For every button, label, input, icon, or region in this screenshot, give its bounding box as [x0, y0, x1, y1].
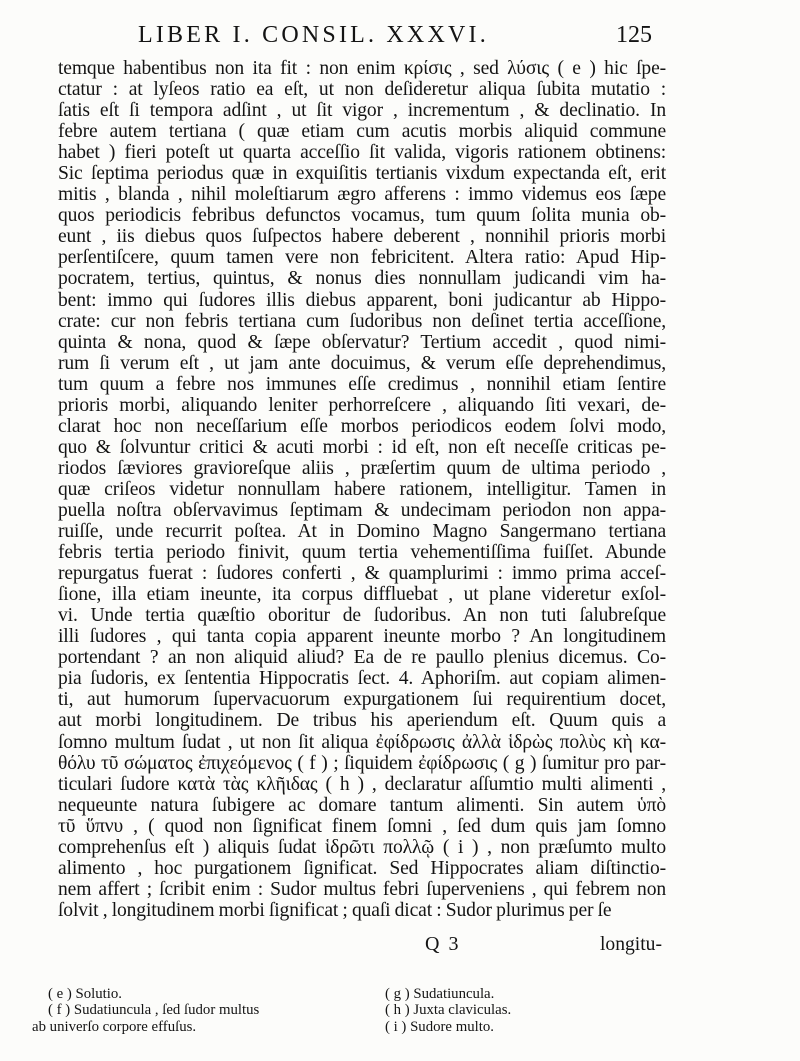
text-line: ruiſſe, unde recurrit poſtea. At in Domino Magno Sangermano tertiana [58, 521, 666, 543]
text-line: Sic ſeptima periodus quæ in exquiſitis tertianis vixdum expectanda eſt, erit [58, 163, 666, 185]
text-line: eunt , iis diebus quos ſuſpectos habere deberent , nonnihil prioris morbi [58, 226, 666, 248]
text-line: ſolvit , longitudinem morbi ſignificat ; quaſi dicat : Sudor plurimus per ſe [58, 899, 612, 921]
footnote-text: Solutio. [75, 986, 122, 1002]
running-title: LIBER I. CONSIL. XXXVI. [138, 22, 489, 48]
footnote-mark: ( f ) [48, 1002, 71, 1018]
text-line: pia ſudoris, ex ſententia Hippocratis ſect. 4. Aphoriſm. aut copiam alimen- [58, 668, 666, 690]
text-line: mitis , blanda , nihil moleſtiarum ægro afferens : immo videmus eos ſæpe [58, 184, 666, 206]
text-line: ſatis eſt ſi tempora adſint , ut ſit vigor , incrementum , & declinatio. In [58, 100, 666, 122]
footnote-mark: ( g ) [385, 986, 410, 1002]
text-line: portendant ? an non aliquid aliud? Ea de re paullo plenius dicemus. Co- [58, 647, 666, 669]
footnote-text: Sudatiuncula. [413, 986, 495, 1002]
text-line: nem affert ; ſcribit enim : Sudor multus febri ſuperveniens , qui febrem non [58, 878, 666, 900]
text-line: habet ) fieri poteſt ut quarta acceſſio ſit valida, vigoris rationem obtinens: [58, 142, 666, 164]
text-line: ti, aut humorum ſupervacuorum expurgationem ſui requirentium docet, [58, 689, 666, 711]
text-line: ſomno multum ſudat , ut non ſit aliqua ἐφίδρωσις ἀλλὰ ἱδρὼς πολὺς κὴ κα- [58, 731, 666, 753]
footnote-mark: ( h ) [385, 1002, 410, 1018]
text-line: aut morbi longitudinem. De tribus his aperiendum eſt. Quum quis a [58, 710, 666, 732]
text-line: febris tertia periodo finivit, quum tertia vehementiſſima fuiſſet. Abunde [58, 542, 666, 564]
text-line: comprehenſus eſt ) aliquis ſudat ἱδρῶτι πολλῷ ( i ) , non præſumto multo [58, 836, 666, 858]
text-line: ſione, illa etiam ineunte, ita corpus diffluebat , ut plane videretur exſol- [58, 584, 666, 606]
footnote-text: Sudore multo. [410, 1019, 494, 1035]
text-line: tum quum a febre nos immunes eſſe credimus , nonnihil etiam ſentire [58, 373, 666, 395]
text-line: perſentiſcere, quum tamen vere non febricitent. Altera ratio: Apud Hip- [58, 247, 666, 269]
footnote-text: ab univerſo corpore effuſus. [32, 1019, 197, 1035]
footnote-f [48, 1001, 259, 1019]
text-line: clarat hoc non neceſſarium eſſe morbos periodicos eodem ſolvi modo, [58, 415, 666, 437]
text-line: puella noſtra obſervavimus ſeptimam & undecimam periodon non appa- [58, 499, 666, 521]
footnote-i [385, 1018, 494, 1036]
text-line: nequeunte natura ſubigere ac domare tantum alimenti. Sin autem ὑπὸ [58, 794, 666, 816]
text-line: pocratem, tertius, quintus, & nonus dies nonnullam judicandi vim ha- [58, 268, 666, 290]
text-line: quinta & nona, quod & ſæpe obſervatur? Tertium accedit , quod nimi- [58, 331, 666, 353]
text-line: quæ criſeos videtur nonnullam habere rationem, intelligitur. Tamen in [58, 478, 666, 500]
text-line: febre autem tertiana ( quæ etiam cum acutis morbis aliquid commune [58, 121, 666, 143]
text-line: ctatur : at lyſeos ratio ea eſt, ut non deſideretur aliqua ſubita mutatio : [58, 79, 666, 101]
footnote-mark: ( e ) [48, 986, 72, 1002]
footnote-mark: ( i ) [385, 1019, 407, 1035]
text-line: crate: cur non febris tertiana cum ſudoribus non deſinet tertia acceſſione, [58, 310, 666, 332]
text-line: alimento , hoc purgationem ſignificat. Sed Hippocrates aliam diſtinctio- [58, 857, 666, 879]
text-line: quo & ſolvuntur critici & acuti morbi : id eſt, non eſt neceſſe criticas pe- [58, 436, 666, 458]
footnote-f-continued [32, 1018, 196, 1036]
text-line: repurgatus fuerat : ſudores conferti , & quamplurimi : immo prima acceſ- [58, 563, 666, 585]
catchword: longitu- [599, 934, 662, 955]
footnote-h [385, 1001, 511, 1019]
text-line: rum ſi verum eſt , ut jam ante docuimus, & verum eſſe deprehendimus, [58, 352, 666, 374]
footnote-text: Sudatiuncula , ſed ſudor multus [73, 1002, 260, 1018]
text-line: temque habentibus non ita fit : non enim κρίσις , sed λύσις ( e ) hic ſpe- [58, 58, 666, 79]
text-line: vi. Unde tertia quæſtio oboritur de ſudoribus. An non tuti ſalubreſque [58, 605, 666, 627]
footnote-text: Juxta claviculas. [413, 1002, 512, 1018]
text-line: ticulari ſudore κατὰ τὰς κλῆιδας ( h ) , declaratur aſſumtio multi alimenti , [58, 773, 666, 795]
text-line: θόλυ τῦ σώματος ἐπιχεόμενος ( f ) ; ſiquidem ἐφίδρωσις ( g ) ſumitur pro par- [58, 752, 666, 774]
text-line: quos periodicis febribus defunctos vocamus, tum quum ſolita munia ob- [58, 205, 666, 227]
signature-mark: Q 3 [425, 933, 461, 955]
main-text-block [58, 58, 666, 921]
text-line: illi ſudores , qui tanta copia apparent ineunte morbo ? An longitudinem [58, 626, 666, 648]
text-line: prioris morbi, aliquando leniter perhorreſcere , aliquando ſiti vexari, de- [58, 394, 666, 416]
text-line: τῦ ὕπνυ , ( quod non ſignificat finem ſomni , ſed dum quis jam ſomno [58, 815, 666, 837]
text-line: riodos ſæviores gravioreſque aliis , præſertim quum de ultima periodo , [58, 457, 666, 479]
text-line: bent: immo qui ſudores illis diebus apparent, boni judicantur ab Hippo- [58, 289, 666, 311]
page-number: 125 [616, 22, 652, 48]
